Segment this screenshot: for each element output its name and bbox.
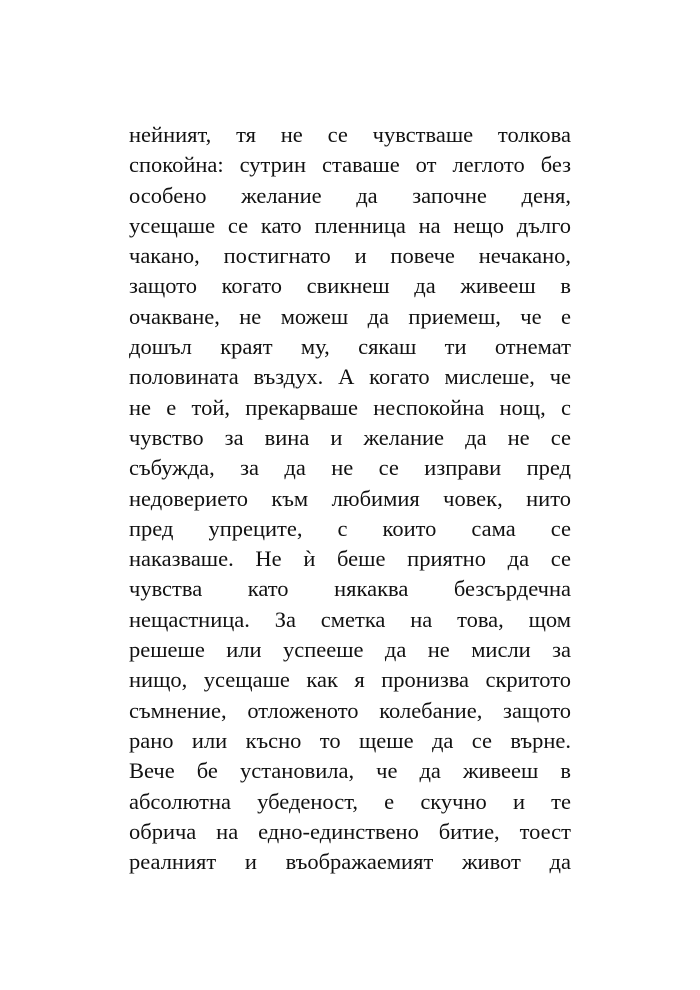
text-line: чувства като някаква безсърдечна xyxy=(129,576,571,602)
text-line: нищо, усещаше как я пронизва скритото xyxy=(129,667,571,693)
text-line: абсолютна убеденост, е скучно и те xyxy=(129,788,571,814)
text-line: защото когато свикнеш да живееш в xyxy=(129,273,571,299)
text-line: спокойна: сутрин ставаше от леглото без xyxy=(129,152,571,178)
text-line: наказваше. Не ѝ беше приятно да се xyxy=(129,546,571,572)
text-line: чувство за вина и желание да не се xyxy=(129,424,571,450)
text-line: очакване, не можеш да приемеш, че е xyxy=(129,303,571,329)
text-line: Вече бе установила, че да живееш в xyxy=(129,758,571,784)
text-line: рано или късно то щеше да се върне. xyxy=(129,727,571,753)
text-line: чакано, постигнато и повече нечакано, xyxy=(129,243,571,269)
text-line: съмнение, отложеното колебание, защото xyxy=(129,697,571,723)
text-line: не е той, прекарваше неспокойна нощ, с xyxy=(129,394,571,420)
text-line: недоверието към любимия човек, нито xyxy=(129,485,571,511)
text-line: нейният, тя не се чувстваше толкова xyxy=(129,122,571,147)
text-line: реалният и въображаемият живот да xyxy=(129,849,571,875)
text-line: събужда, за да не се изправи пред xyxy=(129,455,571,481)
text-line: нещастница. За сметка на това, щом xyxy=(129,606,571,632)
body-text xyxy=(129,120,571,877)
text-line: дошъл краят му, сякаш ти отнемат xyxy=(129,334,571,360)
text-line: пред упреците, с които сама се xyxy=(129,515,571,541)
text-line: особено желание да започне деня, xyxy=(129,182,571,208)
text-line: решеше или успееше да не мисли за xyxy=(129,637,571,663)
text-line: половината въздух. А когато мислеше, че xyxy=(129,364,571,390)
text-line: усещаше се като пленница на нещо дълго xyxy=(129,212,571,238)
text-line: обрича на едно-единствено битие, тоест xyxy=(129,818,571,844)
